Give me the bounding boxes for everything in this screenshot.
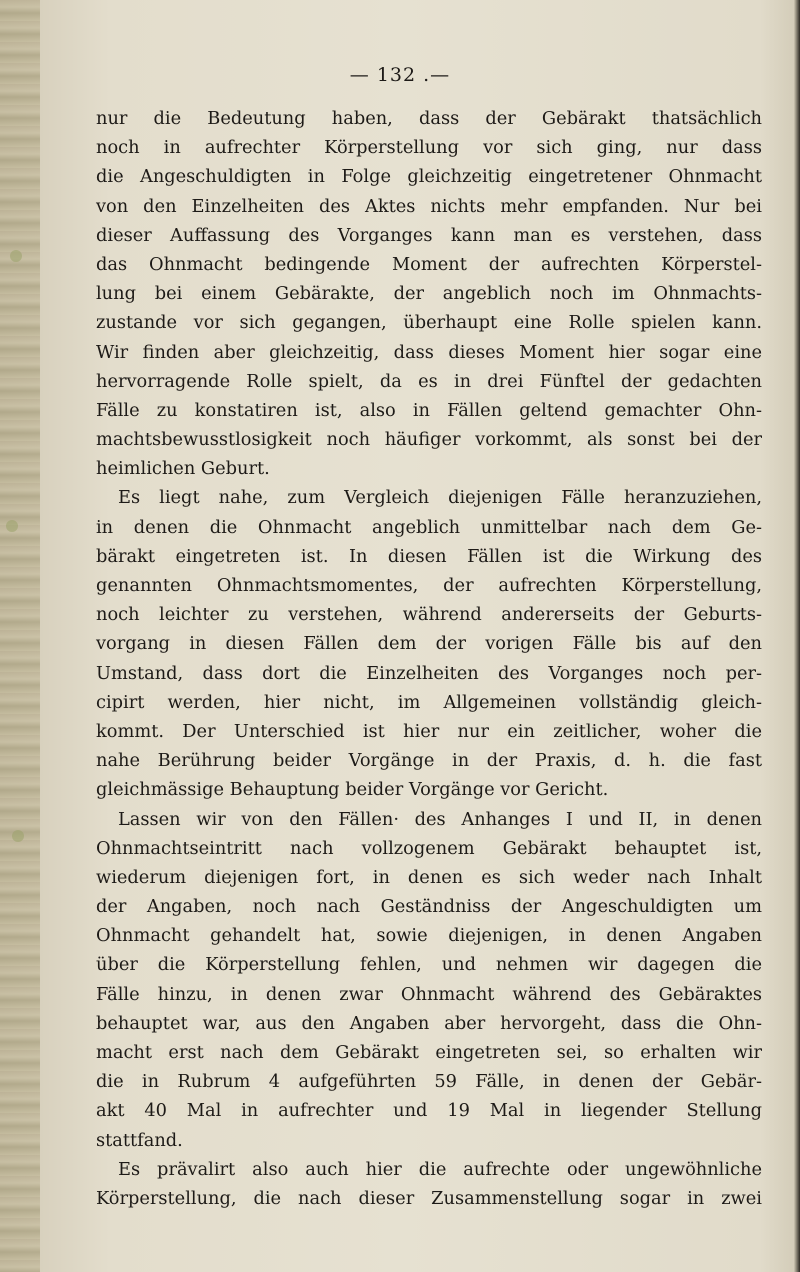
text-line: noch leichter zu verstehen, während andererseits der Geburts- [96, 604, 762, 626]
text-line: zustande vor sich gegangen, überhaupt eine Rolle spielen kann. [96, 312, 762, 334]
text-line: der Angaben, noch nach Geständniss der Angeschuldigten um [96, 896, 762, 918]
binding-edge [0, 0, 40, 1272]
text-line: Lassen wir von den Fällen· des Anhanges I und II, in denen [118, 808, 762, 830]
text-line: akt 40 Mal in aufrechter und 19 Mal in liegender Stellung [96, 1100, 762, 1122]
text-line: machtsbewusstlosigkeit noch häufiger vorkommt, als sonst bei der [96, 429, 762, 451]
text-line: in denen die Ohnmacht angeblich unmittelbar nach dem Ge- [96, 516, 762, 538]
text-line: bärakt eingetreten ist. In diesen Fällen ist die Wirkung des [96, 545, 762, 567]
text-line: von den Einzelheiten des Aktes nichts mehr empfanden. Nur bei [96, 195, 762, 217]
page-edge-shadow [794, 0, 800, 1272]
text-line: genannten Ohnmachtsmomentes, der aufrechten Körperstellung, [96, 575, 762, 596]
body-text [96, 104, 762, 1213]
text-line: kommt. Der Unterschied ist hier nur ein zeitlicher, woher die [96, 720, 762, 742]
text-line: noch in aufrechter Körperstellung vor sich ging, nur dass [96, 137, 762, 159]
text-line: Fälle zu konstatiren ist, also in Fällen geltend gemachter Ohn- [96, 399, 762, 421]
text-line: die Angeschuldigten in Folge gleichzeitig eingetretener Ohnmacht [96, 166, 762, 188]
text-line: wiederum diejenigen fort, in denen es sich weder nach Inhalt [96, 866, 762, 888]
text-line: Fälle hinzu, in denen zwar Ohnmacht während des Gebäraktes [96, 983, 762, 1005]
text-line: Ohnmachtseintritt nach vollzogenem Gebärakt behauptet ist, [96, 837, 762, 859]
stain-mark [6, 520, 18, 532]
text-line: dieser Auffassung des Vorganges kann man es verstehen, dass [96, 224, 762, 246]
text-line: Umstand, dass dort die Einzelheiten des Vorganges noch per- [96, 662, 762, 684]
text-line: macht erst nach dem Gebärakt eingetreten sei, so erhalten wir [96, 1042, 762, 1063]
text-line: Es liegt nahe, zum Vergleich diejenigen Fälle heranzuziehen, [118, 487, 762, 509]
text-line: nur die Bedeutung haben, dass der Gebärakt thatsächlich [96, 108, 762, 129]
text-line: heimlichen Geburt. [96, 458, 270, 480]
text-line: hervorragende Rolle spielt, da es in drei Fünftel der gedachten [96, 370, 762, 392]
text-line: lung bei einem Gebärakte, der angeblich noch im Ohnmachts- [96, 283, 762, 305]
text-line: behauptet war, aus den Angaben aber hervorgeht, dass die Ohn- [96, 1012, 762, 1034]
stain-mark [10, 250, 22, 262]
stain-mark [12, 830, 24, 842]
text-line: gleichmässige Behauptung beider Vorgänge vor Gericht. [96, 779, 609, 801]
text-line: cipirt werden, hier nicht, im Allgemeinen vollständig gleich- [96, 691, 762, 713]
text-line: stattfand. [96, 1129, 183, 1151]
text-line: Es prävalirt also auch hier die aufrechte oder ungewöhnliche [118, 1158, 762, 1180]
text-line: Wir finden aber gleichzeitig, dass dieses Moment hier sogar eine [96, 341, 762, 363]
text-line: die in Rubrum 4 aufgeführten 59 Fälle, in denen der Gebär- [96, 1071, 762, 1093]
text-line: über die Körperstellung fehlen, und nehmen wir dagegen die [96, 954, 762, 976]
page-number: — 132 .— [349, 64, 451, 86]
text-line: Ohnmacht gehandelt hat, sowie diejenigen, in denen Angaben [96, 925, 762, 947]
text-line: vorgang in diesen Fällen dem der vorigen Fälle bis auf den [96, 633, 762, 655]
text-line: das Ohnmacht bedingende Moment der aufrechten Körperstel- [96, 253, 762, 275]
text-line: Körperstellung, die nach dieser Zusammenstellung sogar in zwei [96, 1187, 762, 1209]
text-line: nahe Berührung beider Vorgänge in der Praxis, d. h. die fast [96, 750, 762, 772]
